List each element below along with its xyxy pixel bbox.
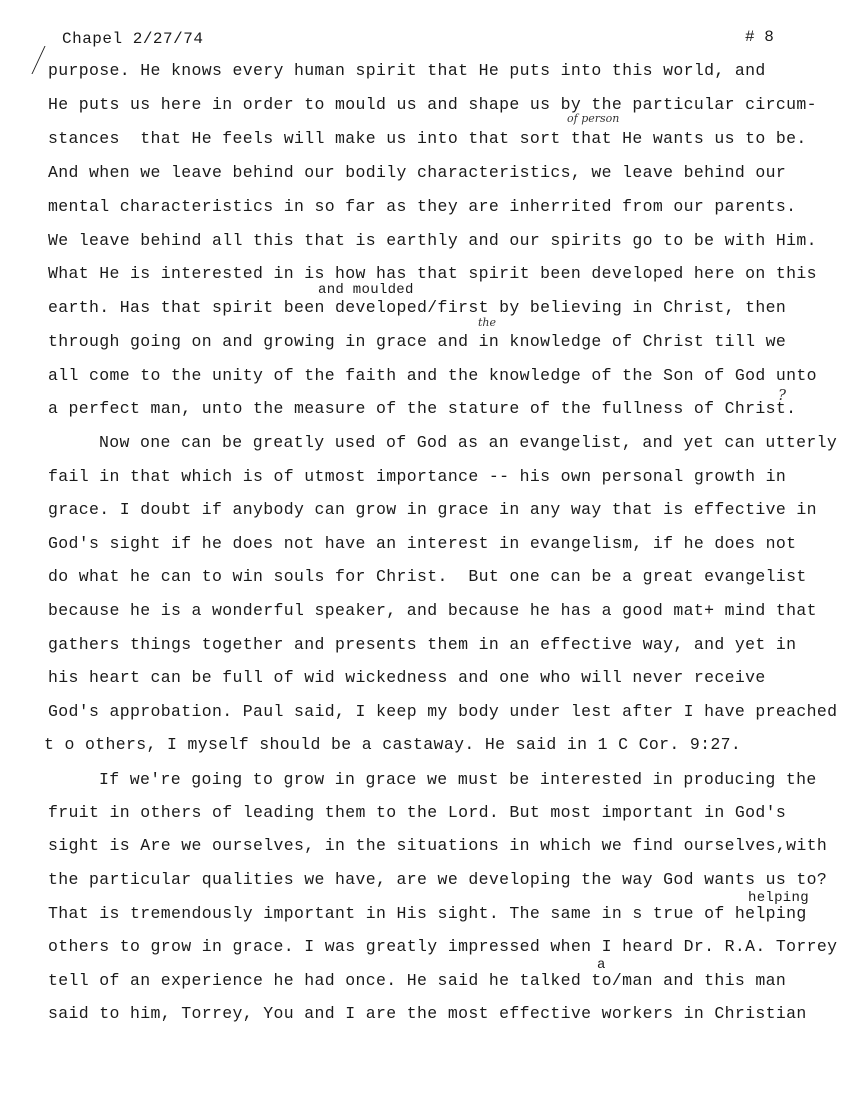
text-line: said to him, Torrey, You and I are the most effective workers in Christian [48, 1004, 807, 1023]
text-line: others to grow in grace. I was greatly impressed when I heard Dr. R.A. Torrey [48, 937, 838, 956]
text-line: all come to the unity of the faith and the knowledge of the Son of God unto [48, 366, 817, 385]
page-header-date: Chapel 2/27/74 [62, 30, 204, 48]
text-line: mental characteristics in so far as they are inherrited from our parents. [48, 197, 797, 216]
text-line: earth. Has that spirit been developed/first by believing in Christ, then [48, 298, 787, 317]
typed-annotation-a: a [597, 957, 606, 973]
text-line: And when we leave behind our bodily characteristics, we leave behind our [48, 163, 787, 182]
text-line: gathers things together and presents them in an effective way, and yet in [48, 635, 797, 654]
text-line: purpose. He knows every human spirit that He puts into this world, and [48, 61, 766, 80]
text-line: fail in that which is of utmost importance -- his own personal growth in [48, 467, 787, 486]
text-line: fruit in others of leading them to the Lord. But most important in God's [48, 803, 787, 822]
text-line: God's approbation. Paul said, I keep my body under lest after I have preached [48, 702, 838, 721]
text-line: He puts us here in order to mould us and shape us by the particular circum- [48, 95, 817, 114]
handwritten-annotation-the: the [478, 316, 497, 329]
paragraph-start-line: Now one can be greatly used of God as an evangelist, and yet can utterly [58, 433, 838, 452]
paragraph-start-line: If we're going to grow in grace we must be interested in producing the [58, 770, 817, 789]
text-line: because he is a wonderful speaker, and because he has a good mat+ mind that [48, 601, 817, 620]
text-line: grace. I doubt if anybody can grow in grace in any way that is effective in [48, 500, 817, 519]
text-line: sight is Are we ourselves, in the situations in which we find ourselves,with [48, 836, 828, 855]
typed-annotation-moulded: and moulded [318, 282, 414, 298]
text-line: a perfect man, unto the measure of the stature of the fullness of Christ. [48, 399, 797, 418]
text-line: his heart can be full of wid wickedness and one who will never receive [48, 668, 766, 687]
text-line: That is tremendously important in His sight. The same in s true of helping [48, 904, 807, 923]
page-number: # 8 [745, 28, 774, 46]
text-line: What He is interested in is how has that spirit been developed here on this [48, 264, 817, 283]
handwritten-annotation-query: ? [778, 386, 787, 404]
text-line: tell of an experience he had once. He said he talked to/man and this man [48, 971, 787, 990]
handwritten-annotation-person: of person [567, 112, 620, 125]
typed-annotation-helping: helping [748, 890, 809, 906]
text-line: do what he can to win souls for Christ. But one can be a great evangelist [48, 567, 807, 586]
text-line: the particular qualities we have, are we developing the way God wants us to? [48, 870, 828, 889]
text-line: through going on and growing in grace and in knowledge of Christ till we [48, 332, 787, 351]
text-line: stances that He feels will make us into that sort that He wants us to be. [48, 129, 807, 148]
text-line: t o others, I myself should be a castaway. He said in 1 C Cor. 9:27. [44, 735, 742, 754]
text-line: We leave behind all this that is earthly and our spirits go to be with Him. [48, 231, 817, 250]
text-line: God's sight if he does not have an interest in evangelism, if he does not [48, 534, 797, 553]
